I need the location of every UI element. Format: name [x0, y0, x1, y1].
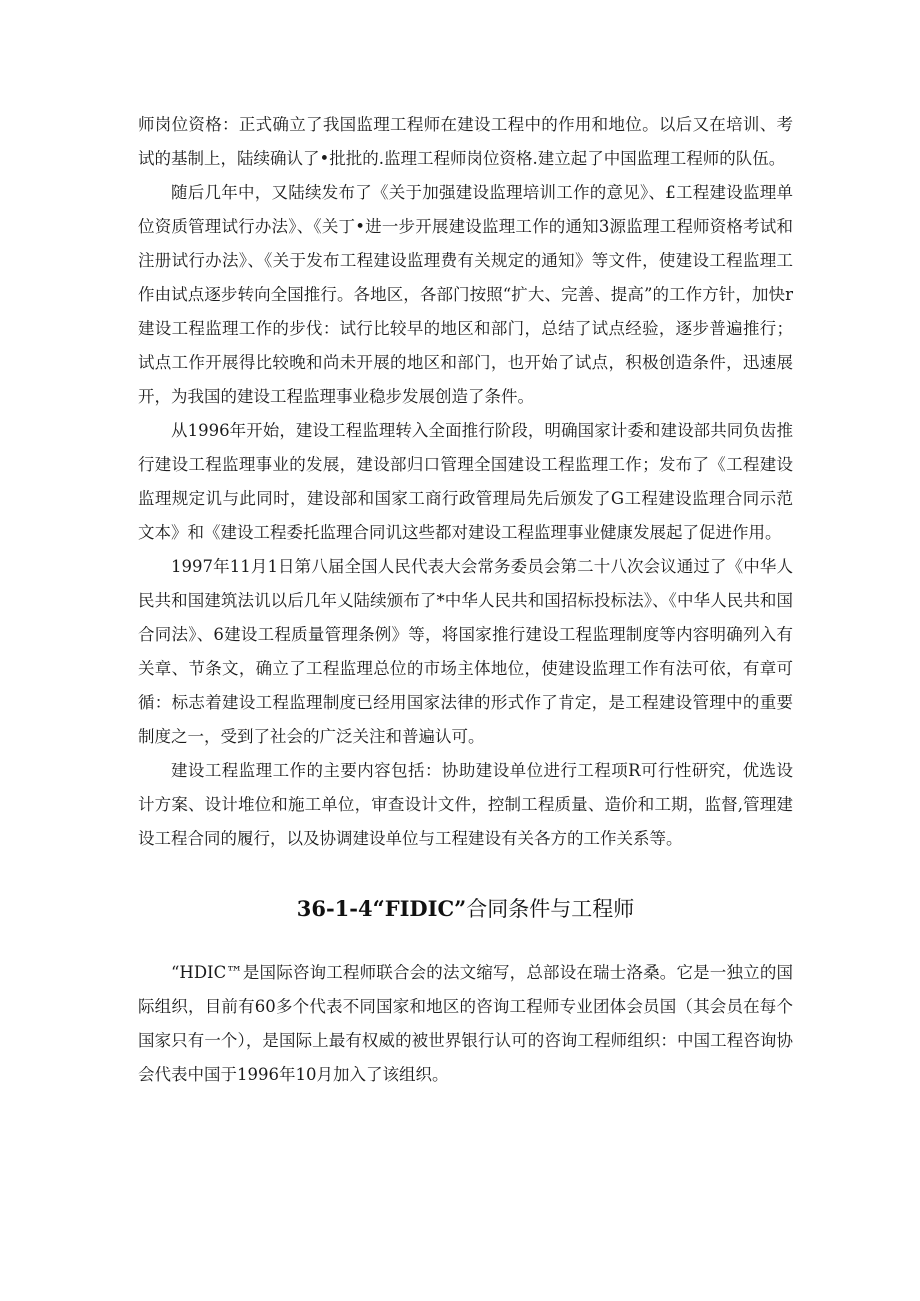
paragraph-1997: 1997年11月1日第八届全国人民代表大会常务委员会第二十八次会议通过了《中华人民共和国建筑法讥以后几年乂陆续颁布了*中华人民共和国招标投标法》、《中华人民共和国合同法》、6建设工程质量管理条例》等，将国家推行建设工程监理制度等内容明确列入有关章、节条文，确立了工程监理总位的市场主体地位，使建设监理工作有法可依，有章可循：标志着建设工程监理制度已经用国家法律的形式作了肯定，是工程建设管理中的重要制度之一，受到了社会的广泛关注和普遍认可。 — [138, 557, 793, 746]
paragraph-fidic: “HDIC™是国际咨询工程师联合会的法文缩写，总部设在瑞士洛桑。它是一独立的国际组织，目前有60多个代表不同国家和地区的咨询工程师专业团体会员国（其会员在每个国家只有一个），是国际上最有权威的被世界银行认可的咨询工程师组织：中国工程咨询协会代表中国于1996年10月加入了该组织。 — [138, 963, 793, 1084]
document-page — [138, 108, 793, 1092]
section-title: 合同条件与工程师 — [466, 897, 635, 921]
section-number: 36-1-4“FIDIC” — [296, 896, 467, 921]
paragraph-regulations: 随后几年中，又陆续发布了《关于加强建设监理培训工作的意见》、£工程建设监理单位资质管理试行办法》、《关丁•进一步开展建设监理工作的通知3源监理工程师资格考试和注册试行办法》、《关于发布工程建设监理费有关规定的通知》等文件，使建设工程监理工作由试点逐步转向全国推行。各地区，各部门按照“扩大、完善、提高”的工作方针，加快r建设工程监理工作的步伐：试行比较早的地区和部门，总结了试点经验，逐步普遍推行；试点工作开展得比较晚和尚未开展的地区和部门，也开始了试点，积极创造条件，迅速展开，为我国的建设工程监理事业稳步发展创造了条件。 — [138, 183, 793, 406]
paragraph-main-content: 建设工程监理工作的主要内容包括：协助建设单位进行工程项R可行性研究，优选设计方案、设计堆位和施工单位，审查设计文件，控制工程质量、造价和工期，监督,管理建设工程合同的履行，以及协调建设单位与工程建设有关各方的工作关系等。 — [138, 761, 793, 848]
section-heading — [138, 892, 793, 926]
paragraph-1996: 从1996年开始，建设工程监理转入全面推行阶段，明确国家计委和建设部共同负齿推行建设工程监理事业的发展，建设部归口管理全国建设工程监理工作；发布了《工程建设监理规定讥与此同时，建设部和国家工商行政管理局先后颁发了G工程建设监理合同示范文本》和《建设工程委托监理合同讥这些都对建设工程监理事业健康发展起了促进作用。 — [138, 421, 793, 542]
paragraph-continuation: 师岗位资格：正式确立了我国监理工程师在建设工程中的作用和地位。以后又在培训、考试的基制上，陆续确认了•批批的.监理工程师岗位资格.建立起了中国监理工程师的队伍。 — [138, 115, 793, 168]
